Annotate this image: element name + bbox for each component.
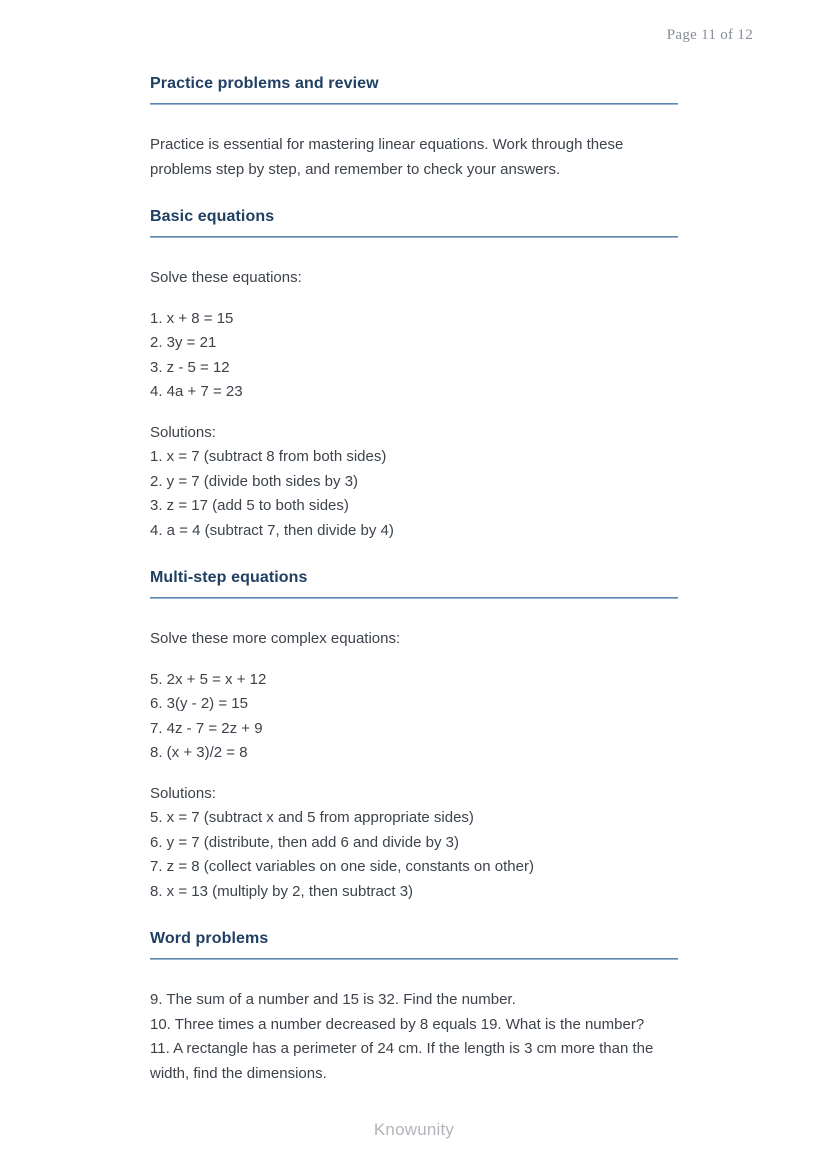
- list-item: 1. x = 7 (subtract 8 from both sides): [150, 448, 387, 465]
- section-word-problems: [150, 927, 678, 1086]
- list-item: 5. 2x + 5 = x + 12: [150, 670, 267, 688]
- list-item: 8. x = 13 (multiply by 2, then subtract 3): [150, 882, 414, 900]
- section-basic-equations: [150, 205, 678, 543]
- list-item: 2. y = 7 (divide both sides by 3): [150, 472, 359, 490]
- section-practice-review: [150, 72, 678, 182]
- list-item: 5. x = 7 (subtract x and 5 from appropriate sides): [150, 809, 474, 826]
- section-rule: [150, 103, 678, 105]
- section-title-multi-step-equations: Multi-step equations: [150, 569, 308, 586]
- section-rule: [150, 958, 678, 960]
- multi-step-problems-list: [150, 668, 678, 766]
- section-multi-step-equations: [150, 566, 678, 904]
- section-title-basic-equations: Basic equations: [150, 208, 275, 225]
- section-title-practice-review: Practice problems and review: [150, 75, 379, 92]
- section-rule: [150, 236, 678, 238]
- intro-paragraph: Practice is essential for mastering linear equations. Work through these problems step by step, and remember to check your answers.: [150, 136, 624, 178]
- list-item: 3. z - 5 = 12: [150, 358, 230, 376]
- basic-solutions-list: [150, 421, 678, 544]
- section-rule: [150, 597, 678, 599]
- section-title-word-problems: Word problems: [150, 930, 269, 947]
- multi-step-solutions-list: [150, 782, 678, 905]
- list-item: 11. A rectangle has a perimeter of 24 cm. If the length is 3 cm more than the width, find the dimensions.: [150, 1040, 654, 1082]
- list-item: 9. The sum of a number and 15 is 32. Find the number.: [150, 991, 516, 1008]
- page-number: Page 11 of 12: [666, 27, 753, 43]
- basic-lead: Solve these equations:: [150, 269, 302, 286]
- solutions-label: Solutions:: [150, 784, 216, 802]
- list-item: 8. (x + 3)/2 = 8: [150, 744, 248, 761]
- list-item: 3. z = 17 (add 5 to both sides): [150, 497, 349, 514]
- list-item: 2. 3y = 21: [150, 334, 217, 351]
- list-item: 4. a = 4 (subtract 7, then divide by 4): [150, 521, 394, 539]
- list-item: 6. 3(y - 2) = 15: [150, 695, 248, 712]
- list-item: 6. y = 7 (distribute, then add 6 and divide by 3): [150, 833, 459, 851]
- word-problems-list: [150, 988, 678, 1086]
- list-item: 7. z = 8 (collect variables on one side, constants on other): [150, 858, 534, 875]
- list-item: 1. x + 8 = 15: [150, 309, 234, 327]
- multi-step-lead: Solve these more complex equations:: [150, 630, 401, 647]
- basic-problems-list: [150, 307, 678, 405]
- list-item: 7. 4z - 7 = 2z + 9: [150, 719, 263, 737]
- list-item: 10. Three times a number decreased by 8 equals 19. What is the number?: [150, 1015, 645, 1033]
- solutions-label: Solutions:: [150, 423, 216, 441]
- footer-brand: Knowunity: [373, 1120, 455, 1139]
- list-item: 4. 4a + 7 = 23: [150, 383, 243, 400]
